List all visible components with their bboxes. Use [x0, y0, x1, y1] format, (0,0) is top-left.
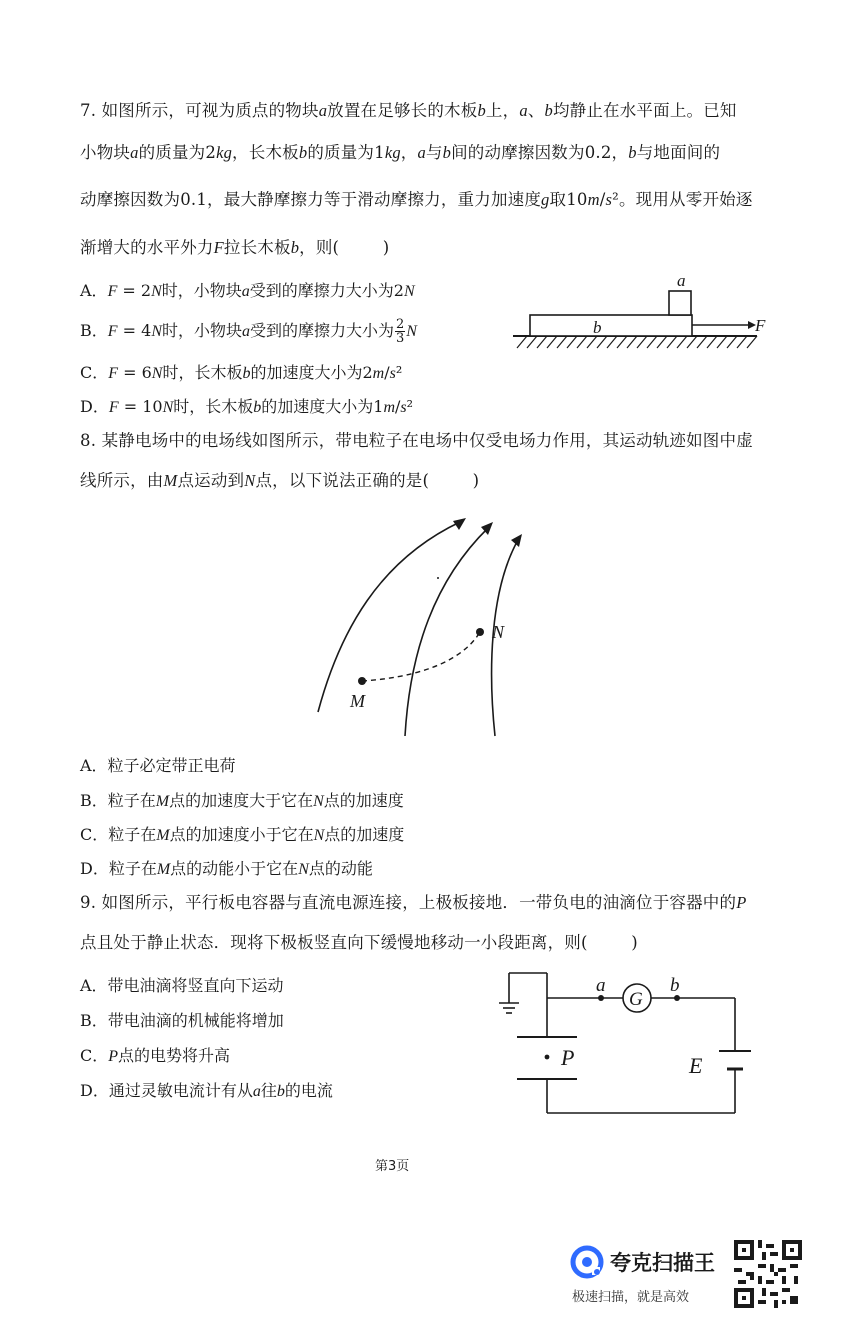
arrowhead-3 [511, 534, 522, 547]
q9-option-d: D．通过灵敏电流计有从a往b的电流 [80, 1081, 333, 1100]
q7-stem-line-4: 渐增大的水平外力F拉长木板b，则( ) [80, 238, 390, 257]
label-n: N [492, 622, 505, 642]
q7-option-c: C．F = 6N时，长木板b的加速度大小为2m/s² [80, 363, 403, 382]
board-b [530, 315, 692, 336]
fraction-two-thirds: $\frac{2}{3}$ [396, 317, 405, 346]
q9-stem-line-1: 9. 如图所示，平行板电容器与直流电源连接，上极板接地．一带负电的油滴位于容器中的P [80, 893, 747, 912]
q8-stem-line-1: 8. 某静电场中的电场线如图所示，带电粒子在电场中仅受电场力作用，其运动轨迹如图中虚 [80, 431, 753, 450]
q7-option-a: A．F = 2N时，小物块a受到的摩擦力大小为2N [80, 281, 415, 300]
label-e: E [689, 1053, 703, 1078]
q7-option-b: B．F = 4N时，小物块a受到的摩擦力大小为 $\frac{2}{3}$ N [80, 317, 417, 346]
page-number: 第3页 [375, 1159, 410, 1174]
label-f: F [755, 316, 766, 335]
q8-figure [300, 510, 540, 745]
q8-number: 8. [80, 431, 97, 450]
brand-logo-icon [570, 1245, 604, 1279]
label-m: M [350, 691, 365, 711]
q9-option-b: B．带电油滴的机械能将增加 [80, 1011, 284, 1030]
label-b-circuit: b [670, 975, 680, 996]
point-n-dot [476, 628, 484, 636]
field-line-2 [405, 528, 488, 736]
q9-number: 9. [80, 893, 97, 912]
q7-stem-line-2: 小物块a的质量为2kg，长木板b的质量为1kg，a与b间的动摩擦因数为0.2，b与地面间的 [80, 143, 721, 162]
q7-figure [505, 268, 770, 353]
q8-option-c: C．粒子在M点的加速度小于它在N点的加速度 [80, 825, 405, 844]
label-a-circuit: a [596, 975, 606, 996]
q9-figure [495, 965, 760, 1120]
brand-slogan: 极速扫描，就是高效 [572, 1290, 690, 1305]
field-line-1 [318, 522, 460, 712]
q7-option-d: D．F = 10N时，长木板b的加速度大小为1m/s² [80, 397, 414, 416]
q9-option-c: C．P点的电势将升高 [80, 1046, 231, 1065]
q8-stem-line-2: 线所示，由M点运动到N点，以下说法正确的是( ) [80, 471, 480, 490]
galvanometer-label: G [629, 989, 643, 1010]
block-a [669, 291, 691, 315]
oil-drop-dot [545, 1055, 550, 1060]
q7-stem-line-1: 7. 如图所示，可视为质点的物块a放置在足够长的木板b上，a、b均静止在水平面上。已知 [80, 101, 737, 120]
q9-stem-line-2: 点且处于静止状态．现将下极板竖直向下缓慢地移动一小段距离，则( ) [80, 933, 638, 952]
q7-stem-line-3: 动摩擦因数为0.1，最大静摩擦力等于滑动摩擦力，重力加速度g取10m/s²。现用从零开始逐 [80, 190, 753, 209]
label-p: P [561, 1045, 575, 1070]
label-b: b [593, 318, 602, 337]
point-m-dot [358, 677, 366, 685]
brand-name: 夸克扫描王 [610, 1251, 715, 1275]
q8-option-b: B．粒子在M点的加速度大于它在N点的加速度 [80, 791, 404, 810]
q9-option-a: A．带电油滴将竖直向下运动 [80, 976, 284, 995]
q8-option-d: D．粒子在M点的动能小于它在N点的动能 [80, 859, 373, 878]
qr-code-icon [734, 1240, 802, 1308]
q7-number: 7. [80, 101, 97, 120]
label-a: a [677, 271, 686, 290]
q8-option-a: A．粒子必定带正电荷 [80, 756, 236, 775]
